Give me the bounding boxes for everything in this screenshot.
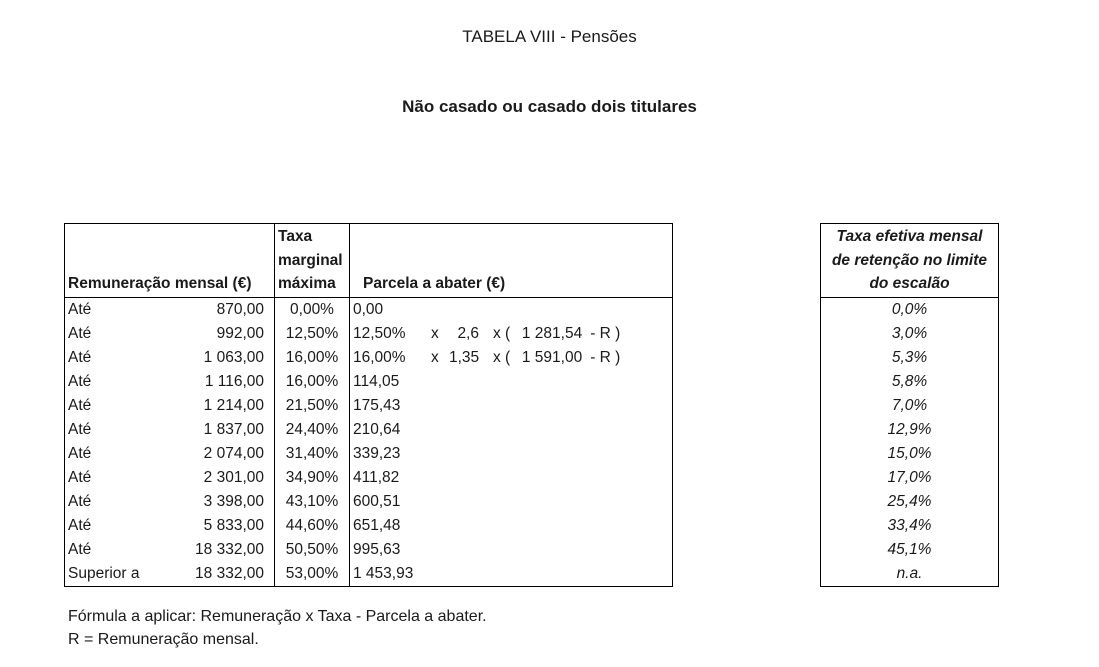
formula-times-paren: x ( [493, 348, 511, 366]
formula-minus-r: - R ) [590, 324, 621, 342]
parcela-value: 12,50% [353, 324, 406, 342]
row-amount: 1 214,00 [203, 396, 264, 414]
effective-rate-cell: 17,0% [887, 468, 932, 486]
notes [68, 605, 487, 651]
row-label: Até [68, 492, 92, 510]
row-label: Até [68, 540, 92, 558]
header-taxa [275, 224, 350, 298]
header-effective-line2: de retenção no limite [831, 251, 988, 269]
row-amount: 2 301,00 [203, 468, 264, 486]
parcela-value: 411,82 [353, 468, 400, 486]
remuneracao-cell [65, 346, 275, 370]
remuneracao-cell [65, 466, 275, 490]
effective-rate-row [821, 346, 999, 370]
row-amount: 992,00 [216, 324, 264, 342]
parcela-value: 0,00 [353, 300, 384, 318]
row-amount: 1 116,00 [204, 372, 264, 390]
effective-rate-cell: 33,4% [887, 516, 932, 534]
parcela-cell [350, 297, 673, 322]
parcela-value: 339,23 [353, 444, 401, 462]
effective-rate-table [820, 223, 999, 587]
row-label: Superior a [68, 564, 140, 582]
parcela-cell [350, 322, 673, 346]
row-label: Até [68, 420, 92, 438]
table-row [65, 466, 673, 490]
parcela-cell [350, 514, 673, 538]
row-label: Até [68, 324, 92, 342]
rate-cell: 31,40% [275, 442, 350, 466]
formula-limit: 1 281,54 [521, 324, 583, 342]
table-title: TABELA VIII - Pensões [462, 27, 637, 46]
row-amount: 18 332,00 [195, 564, 264, 582]
remuneracao-cell [65, 538, 275, 562]
effective-rate-body [821, 297, 999, 586]
rate-cell: 21,50% [275, 394, 350, 418]
parcela-cell [350, 418, 673, 442]
row-amount: 870,00 [216, 300, 264, 318]
table-row [65, 394, 673, 418]
effective-rate-row [821, 297, 999, 322]
parcela-cell [350, 370, 673, 394]
effective-rate-row [821, 490, 999, 514]
effective-rate-row [821, 514, 999, 538]
parcela-value: 210,64 [353, 420, 401, 438]
table-row [65, 322, 673, 346]
parcela-cell [350, 466, 673, 490]
row-amount: 2 074,00 [203, 444, 264, 462]
header-taxa-line1: Taxa [278, 228, 313, 245]
formula-times: x [431, 348, 439, 366]
remuneracao-cell [65, 514, 275, 538]
parcela-value: 16,00% [353, 348, 406, 366]
row-label: Até [68, 516, 92, 534]
effective-rate-cell: 15,0% [887, 444, 932, 462]
effective-rate-row [821, 466, 999, 490]
remuneracao-cell [65, 442, 275, 466]
remuneracao-cell [65, 370, 275, 394]
rate-cell: 50,50% [275, 538, 350, 562]
parcela-value: 175,43 [353, 396, 401, 414]
table-row [65, 442, 673, 466]
parcela-cell [350, 490, 673, 514]
header-parcela: Parcela a abater (€) [350, 224, 673, 298]
withholding-table [64, 223, 673, 587]
note-formula: Fórmula a aplicar: Remuneração x Taxa - Parcela a abater. [68, 608, 487, 625]
parcela-value: 651,48 [353, 516, 401, 534]
table-row [65, 346, 673, 370]
effective-rate-cell: n.a. [896, 564, 923, 582]
note-r-definition: R = Remuneração mensal. [68, 631, 259, 648]
rate-cell: 34,90% [275, 466, 350, 490]
table-row [65, 297, 673, 322]
effective-rate-cell: 5,8% [891, 372, 928, 390]
parcela-cell [350, 538, 673, 562]
effective-rate-row [821, 442, 999, 466]
effective-rate-cell: 3,0% [891, 324, 928, 342]
row-amount: 18 332,00 [195, 540, 264, 558]
effective-rate-row [821, 370, 999, 394]
row-label: Até [68, 468, 92, 486]
row-label: Até [68, 348, 92, 366]
rate-cell: 53,00% [275, 562, 350, 587]
effective-rate-cell: 45,1% [887, 540, 932, 558]
row-amount: 1 837,00 [203, 420, 264, 438]
table-row [65, 562, 673, 587]
row-label: Até [68, 300, 92, 318]
table-row [65, 538, 673, 562]
effective-rate-cell: 12,9% [887, 420, 932, 438]
rate-cell: 12,50% [275, 322, 350, 346]
remuneracao-cell [65, 297, 275, 322]
formula-factor: 2,6 [457, 324, 479, 342]
row-label: Até [68, 396, 92, 414]
formula-limit: 1 591,00 [521, 348, 583, 366]
parcela-value: 995,63 [353, 540, 401, 558]
effective-rate-row [821, 322, 999, 346]
rate-cell: 0,00% [275, 297, 350, 322]
effective-rate-cell: 25,4% [887, 492, 932, 510]
parcela-value: 1 453,93 [353, 564, 414, 582]
formula-times: x [431, 324, 439, 342]
formula-factor: 1,35 [449, 348, 480, 366]
formula-minus-r: - R ) [590, 348, 621, 366]
parcela-value: 114,05 [353, 372, 400, 390]
effective-rate-row [821, 394, 999, 418]
rate-cell: 44,60% [275, 514, 350, 538]
remuneracao-cell [65, 322, 275, 346]
header-taxa-line2: marginal [278, 251, 343, 269]
parcela-cell [350, 562, 673, 587]
table-row [65, 514, 673, 538]
table-row [65, 490, 673, 514]
header-effective-line3: do escalão [869, 275, 950, 292]
rate-cell: 16,00% [275, 346, 350, 370]
table-subtitle: Não casado ou casado dois titulares [402, 97, 697, 116]
header-effective-rate [821, 224, 999, 298]
table-body [65, 297, 673, 586]
effective-rate-cell: 5,3% [891, 348, 928, 366]
table-row [65, 370, 673, 394]
remuneracao-cell [65, 394, 275, 418]
rate-cell: 43,10% [275, 490, 350, 514]
remuneracao-cell [65, 418, 275, 442]
effective-rate-cell: 7,0% [891, 396, 928, 414]
parcela-value: 600,51 [353, 492, 401, 510]
table-row [65, 418, 673, 442]
row-amount: 1 063,00 [203, 348, 264, 366]
parcela-cell [350, 442, 673, 466]
effective-rate-row [821, 418, 999, 442]
effective-rate-row [821, 538, 999, 562]
effective-rate-row [821, 562, 999, 587]
effective-rate-cell: 0,0% [891, 300, 928, 318]
formula-times-paren: x ( [493, 324, 511, 342]
parcela-cell [350, 346, 673, 370]
header-effective-line1: Taxa efetiva mensal [836, 228, 983, 245]
header-taxa-line3: máxima [278, 275, 336, 292]
parcela-cell [350, 394, 673, 418]
remuneracao-cell [65, 562, 275, 587]
row-label: Até [68, 372, 92, 390]
remuneracao-cell [65, 490, 275, 514]
rate-cell: 16,00% [275, 370, 350, 394]
row-label: Até [68, 444, 92, 462]
row-amount: 5 833,00 [203, 516, 264, 534]
header-remuneracao: Remuneração mensal (€) [65, 224, 275, 298]
rate-cell: 24,40% [275, 418, 350, 442]
row-amount: 3 398,00 [203, 492, 264, 510]
